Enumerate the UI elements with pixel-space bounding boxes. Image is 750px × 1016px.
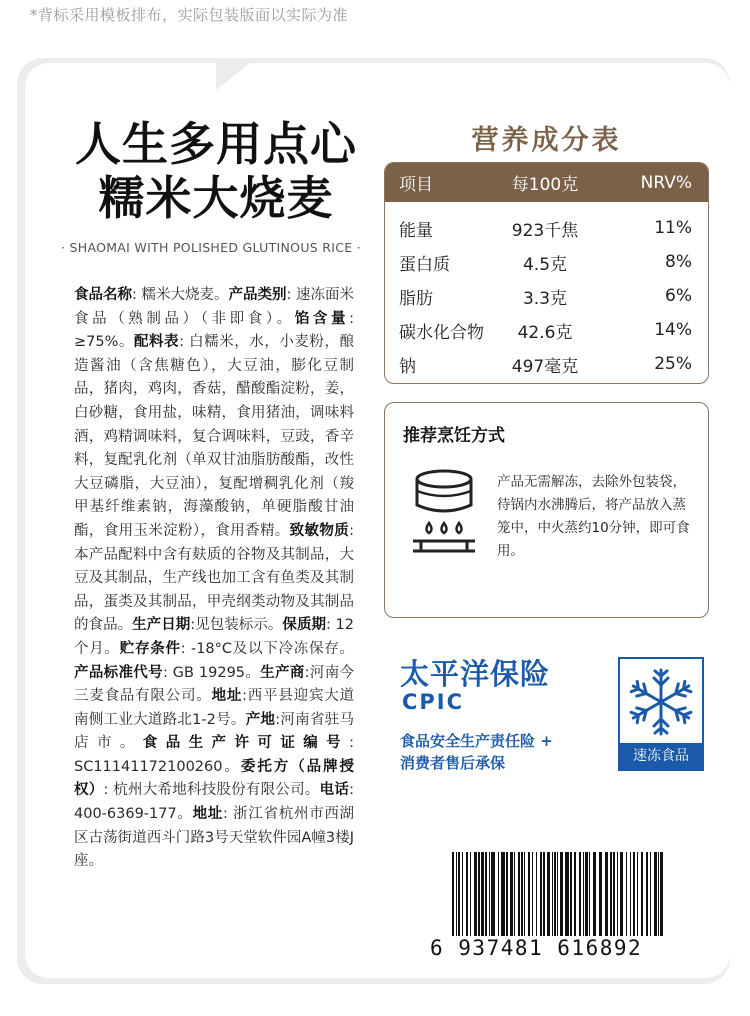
header-item: 项目 [399,175,433,195]
barcode-bar [524,852,525,936]
barcode-bar [466,852,468,936]
nutrient-nrv: 6% [665,286,692,306]
nutrient-amount: 4.5克 [522,254,568,275]
nutrient-amount: 3.3克 [522,288,568,309]
ingredient-value: :本产品配料中含有麸质的谷物及其制品，大豆及其制品，生产线也加工含有鱼类及其制品，蛋类及其制品，甲壳纲类动物及其制品的食品。 [74,522,355,634]
ingredient-label: 地址 [192,806,223,823]
barcode-bar [626,852,627,936]
barcode-bar [641,852,643,936]
insurance-name-en: CPIC [402,690,465,714]
ingredient-label: 生产日期 [132,617,191,634]
ingredient-value: : 浙江省杭州市西湖区古荡街道西斗门路3号天堂软件园A幢3楼J座。 [74,806,355,870]
nutrient-amount: 497毫克 [511,356,579,377]
nutrition-row [385,279,708,313]
ingredient-value: :河南省驻马店市。 [74,711,355,752]
barcode-bar [593,852,596,936]
header-nrv: NRV% [640,172,692,193]
frozen-food-badge [618,657,704,771]
barcode-bar [481,852,484,936]
ingredient-value: : 12个月。 [74,617,355,657]
ingredient-value: : GB 19295。 [162,664,261,681]
barcode-bar [552,852,553,936]
barcode-bar [630,852,631,936]
barcode-bars [430,846,672,938]
nutrition-row [385,245,708,279]
barcode-bar [610,852,612,936]
steamer-icon [409,467,479,557]
ingredient-value: : -18°C及以下冷冻保存。 [180,640,355,657]
barcode-bar [620,852,623,936]
ingredient-label: 产品类别 [228,287,287,303]
barcode-bar [570,852,572,936]
ingredient-value: : 白糯米，水，小麦粉，酿造酱油（含焦糖色），大豆油，膨化豆制品，猪肉，鸡肉，香菇，醋酸酯淀粉，姜，白砂糖，食用盐，味精，食用猪油，调味料酒，鸡精调味料，复合调味料，豆豉，香辛料，复配乳化剂（单双甘油脂肪酸酯，改性大豆磷脂，大豆油），复配增稠乳化剂（羧甲基纤维素钠，海藻酸钠，单硬脂酸甘油酯，食用玉米淀粉），食用香精。 [74,334,355,539]
ingredient-value: : ≥75%。 [74,310,355,351]
barcode-bar [660,852,663,936]
ingredient-label: 保质期 [282,617,327,634]
nutrient-name: 蛋白质 [399,254,450,275]
barcode-bar [565,852,569,936]
nutrient-amount: 923千焦 [511,220,579,241]
nutrient-name: 钠 [399,356,416,377]
nutrient-nrv: 11% [654,218,692,238]
nutrition-row [385,347,708,381]
ingredient-label: 生产商 [260,664,305,681]
nutrient-nrv: 14% [654,320,692,340]
ingredient-label: 馅含量 [294,310,350,327]
snowflake-icon [624,663,698,741]
ingredient-label: 食品名称 [74,287,132,303]
header-per100g: 每100克 [511,175,579,195]
barcode-bar [506,852,508,936]
ingredients-text [74,284,354,874]
barcode-bar [485,852,487,936]
barcode-bar [470,852,471,936]
barcode-bar [585,852,588,936]
template-note: *背标采用模板排布，实际包装版面以实际为准 [30,6,349,24]
ingredient-label: 致敏物质 [289,522,350,539]
barcode-bar [514,852,515,936]
ingredient-label: 委托方（品牌授权） [74,758,355,799]
ingredient-label: 电话 [319,782,350,799]
ingredient-label: 产地 [245,711,276,728]
nutrient-name: 脂肪 [399,288,433,309]
frozen-food-label: 速冻食品 [620,743,702,769]
ingredient-label: 贮存条件 [119,640,181,657]
ingredient-value: :河南今三麦食品有限公司。 [74,664,355,705]
nutrition-row [385,211,708,245]
barcode-bar [650,852,651,936]
nutrition-title: 营养成分表 [471,125,622,156]
nutrient-name: 碳水化合物 [399,322,484,343]
ingredient-value: : 杭州大希地科技股份有限公司。 [103,782,320,799]
ingredient-label: 地址 [211,688,243,705]
barcode-bar [633,852,635,936]
ingredient-value: :见包装标示。 [190,617,283,634]
barcode-bar [536,852,537,936]
barcode-bar [589,852,590,936]
barcode-bar [658,852,659,936]
product-title-line1: 人生多用点心 [75,117,357,171]
barcode-bar [462,852,463,936]
barcode-bar [491,852,495,936]
barcode-bar [489,852,490,936]
barcode-bar [456,852,457,936]
ingredient-value: : 速冻面米食品（熟制品）（非即食）。 [74,287,354,327]
ingredient-value: : SC11141172100260。 [74,735,355,775]
cooking-title: 推荐烹饪方式 [403,426,505,446]
barcode-bar [528,852,530,936]
barcode-bar [543,852,545,936]
barcode-bar [646,852,648,936]
barcode-bar [501,852,505,936]
barcode-bar [617,852,618,936]
nutrition-row [385,313,708,347]
barcode-bar [547,852,550,936]
barcode-bar [560,852,563,936]
barcode-number: 6 937481 616892 [430,936,643,960]
insurance-line1: 食品安全生产责任险 + [400,732,553,750]
ingredient-value: : 400-6369-177。 [74,782,355,823]
insurance-name-cn: 太平洋保险 [400,657,551,691]
barcode-bar [637,852,638,936]
barcode-bar [554,852,556,936]
barcode-bar [557,852,558,936]
barcode-bar [458,852,460,936]
barcode-bar [583,852,584,936]
ingredient-label: 产品标准代号 [74,664,163,681]
ingredient-value: : 糯米大烧麦。 [132,287,229,303]
nutrient-nrv: 8% [665,252,692,272]
barcode-bar [498,852,499,936]
cooking-box [384,402,709,618]
nutrient-amount: 42.6克 [517,322,573,343]
nutrition-header-row [385,163,708,202]
barcode-bar [605,852,608,936]
barcode-bar [478,852,480,936]
barcode [430,846,672,964]
barcode-bar [599,852,602,936]
barcode-bar [574,852,576,936]
product-title-line2: 糯米大烧麦 [98,171,334,225]
barcode-bar [579,852,581,936]
ingredient-label: 食品生产许可证编号 [142,735,350,752]
barcode-bar [540,852,542,936]
ingredient-value: :西平县迎宾大道南侧工业大道路北1-2号。 [74,688,355,728]
nutrient-name: 能量 [399,220,433,241]
product-subtitle: · SHAOMAI WITH POLISHED GLUTINOUS RICE · [60,240,362,255]
insurance-line2: 消费者售后承保 [400,754,506,772]
barcode-bar [518,852,520,936]
barcode-bar [452,852,454,936]
barcode-bar [532,852,533,936]
barcode-bar [613,852,615,936]
barcode-bar [510,852,513,936]
barcode-bar [474,852,477,936]
nutrition-table [384,162,709,384]
cooking-instructions: 产品无需解冻，去除外包装袋，待锅内水沸腾后，将产品放入蒸笼中，中火蒸约10分钟，即可食用。 [497,474,690,559]
barcode-bar [521,852,523,936]
nutrient-nrv: 25% [654,354,692,374]
ingredient-label: 配料表 [133,334,180,351]
barcode-bar [654,852,657,936]
